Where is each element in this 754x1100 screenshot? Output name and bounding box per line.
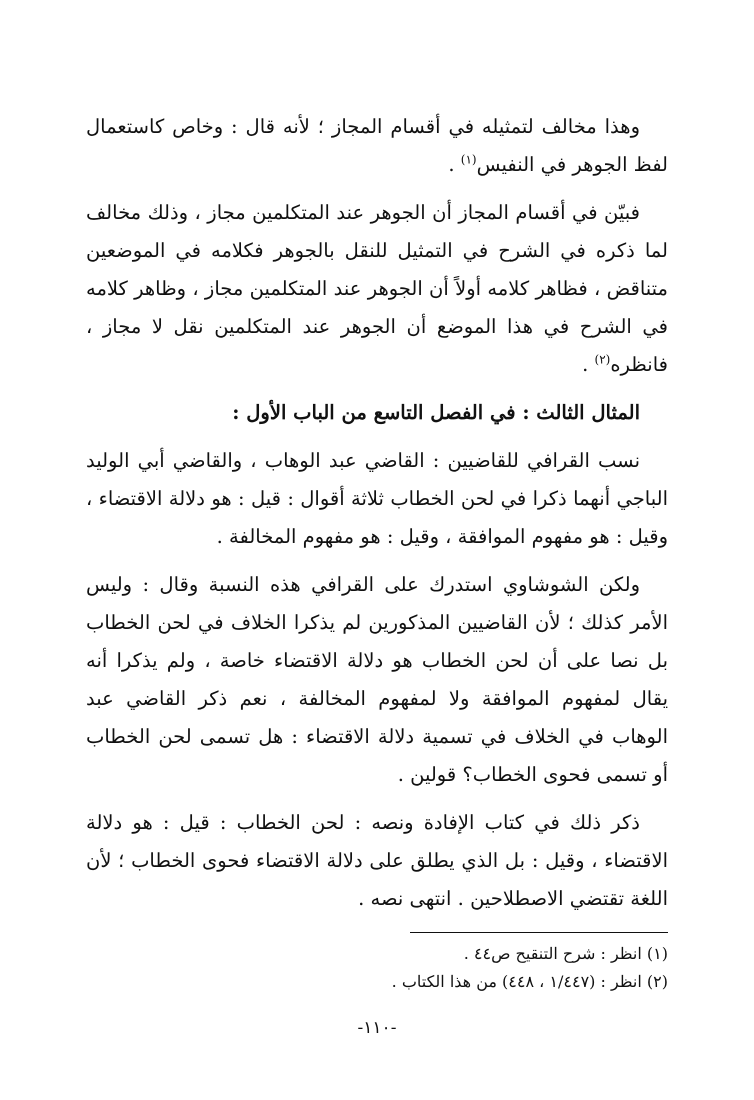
page-number: -١١٠- bbox=[357, 1018, 397, 1038]
paragraph-1 bbox=[86, 108, 668, 184]
paragraph-2 bbox=[86, 194, 668, 384]
footnote-ref-2: (٢) bbox=[594, 352, 611, 367]
main-text bbox=[86, 108, 668, 928]
footnote-divider bbox=[410, 932, 668, 933]
footnote-2: (٢) انظر : (١/٤٤٧ ، ٤٤٨) من هذا الكتاب . bbox=[391, 972, 668, 991]
paragraph-3: نسب القرافي للقاضيين : القاضي عبد الوهاب ، والقاضي أبي الوليد الباجي أنهما ذكرا في لحن الخطاب ثلاثة أقوال : قيل : هو دلالة الاقتضاء ، وقيل : هو مفهوم الموافقة ، وقيل : هو مفهوم المخالفة . bbox=[86, 449, 668, 548]
paragraph-1-end: . bbox=[448, 153, 461, 176]
footnotes bbox=[86, 940, 668, 996]
paragraph-2-end: . bbox=[582, 353, 595, 376]
paragraph-4: ولكن الشوشاوي استدرك على القرافي هذه النسبة وقال : وليس الأمر كذلك ؛ لأن القاضيين المذكورين لم يذكرا الخلاف في لحن الخطاب بل نصا على أن لحن الخطاب هو دلالة الاقتضاء خاصة ، ولم يذكرا أنه يقال لمفهوم الموافقة ولا لمفهوم المخالفة ، نعم ذكر القاضي عبد الوهاب في الخلاف في تسمية دلالة الاقتضاء : هل تسمى لحن الخطاب أو تسمى فحوى الخطاب؟ قولين . bbox=[86, 573, 668, 786]
paragraph-5: ذكر ذلك في كتاب الإفادة ونصه : لحن الخطاب : قيل : هو دلالة الاقتضاء ، وقيل : بل الذي يطلق على دلالة الاقتضاء فحوى الخطاب ؛ لأن اللغة تقتضي الاصطلاحين . انتهى نصه . bbox=[86, 811, 668, 910]
section-heading: المثال الثالث : في الفصل التاسع من الباب الأول : bbox=[232, 401, 640, 424]
footnote-ref-1: (١) bbox=[460, 152, 477, 167]
paragraph-2-text: فبيّن في أقسام المجاز أن الجوهر عند المتكلمين مجاز ، وذلك مخالف لما ذكره في الشرح في التمثيل للنقل بالجوهر فكلامه في الموضعين متناقض ، فظاهر كلامه أولاً أن الجوهر عند المتكلمين مجاز ، وظاهر كلامه في الشرح في هذا الموضع أن الجوهر عند المتكلمين نقل لا مجاز ، فانظره bbox=[86, 201, 668, 376]
paragraph-1-text: وهذا مخالف لتمثيله في أقسام المجاز ؛ لأنه قال : وخاص كاستعمال لفظ الجوهر في النفيس bbox=[86, 115, 668, 176]
footnote-1: (١) انظر : شرح التنقيح ص٤٤ . bbox=[463, 944, 668, 963]
